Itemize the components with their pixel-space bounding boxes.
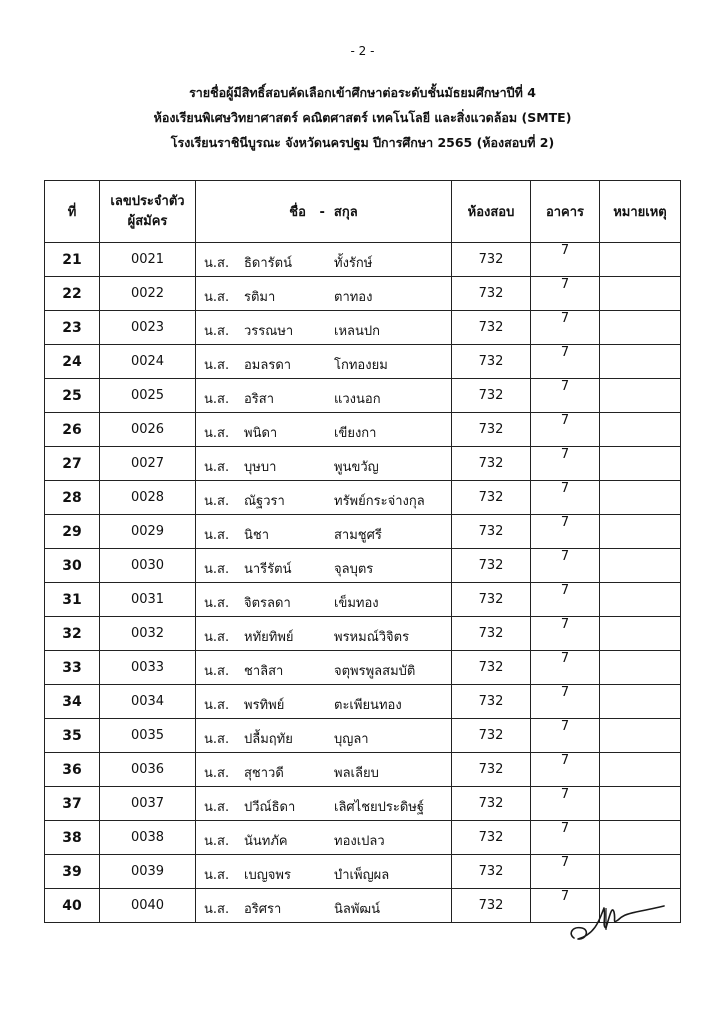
exam-room: 732 bbox=[452, 481, 531, 515]
remark bbox=[600, 719, 681, 753]
column-header-note: หมายเหตุ bbox=[600, 181, 681, 243]
row-number: 33 bbox=[45, 651, 100, 685]
table-row bbox=[45, 583, 681, 617]
building: 7 bbox=[531, 447, 600, 481]
building: 7 bbox=[531, 345, 600, 379]
table-row bbox=[45, 311, 681, 345]
remark bbox=[600, 447, 681, 481]
name-prefix: น.ส. bbox=[204, 664, 230, 679]
column-header-applicant-id bbox=[100, 181, 196, 243]
row-number: 40 bbox=[45, 889, 100, 923]
last-name: บำเพ็ญผล bbox=[334, 868, 390, 883]
table-row bbox=[45, 243, 681, 277]
first-name: พนิดา bbox=[244, 426, 278, 441]
name-prefix: น.ส. bbox=[204, 698, 230, 713]
first-name: เบญจพร bbox=[244, 868, 291, 883]
table-row bbox=[45, 651, 681, 685]
name-prefix: น.ส. bbox=[204, 868, 230, 883]
full-name bbox=[196, 243, 452, 277]
exam-room: 732 bbox=[452, 243, 531, 277]
column-header-no: ที่ bbox=[45, 181, 100, 243]
name-prefix: น.ส. bbox=[204, 290, 230, 305]
building: 7 bbox=[531, 889, 600, 923]
remark bbox=[600, 685, 681, 719]
first-name: ปลื้มฤทัย bbox=[244, 732, 293, 747]
exam-room: 732 bbox=[452, 617, 531, 651]
full-name bbox=[196, 549, 452, 583]
first-name: ปวีณ์ธิดา bbox=[244, 800, 296, 815]
exam-room: 732 bbox=[452, 753, 531, 787]
applicant-id: 0022 bbox=[100, 277, 196, 311]
name-prefix: น.ส. bbox=[204, 630, 230, 645]
row-number: 24 bbox=[45, 345, 100, 379]
table-row bbox=[45, 515, 681, 549]
row-number: 23 bbox=[45, 311, 100, 345]
applicant-id: 0036 bbox=[100, 753, 196, 787]
applicant-id: 0035 bbox=[100, 719, 196, 753]
last-name: เข็มทอง bbox=[334, 596, 379, 611]
exam-room: 732 bbox=[452, 821, 531, 855]
applicant-id: 0027 bbox=[100, 447, 196, 481]
exam-room: 732 bbox=[452, 277, 531, 311]
remark bbox=[600, 583, 681, 617]
applicant-id: 0037 bbox=[100, 787, 196, 821]
remark bbox=[600, 481, 681, 515]
table-header-row bbox=[45, 181, 681, 243]
row-number: 31 bbox=[45, 583, 100, 617]
full-name bbox=[196, 447, 452, 481]
row-number: 27 bbox=[45, 447, 100, 481]
name-prefix: น.ส. bbox=[204, 494, 230, 509]
name-prefix: น.ส. bbox=[204, 460, 230, 475]
first-name: อริสา bbox=[244, 392, 275, 407]
exam-room: 732 bbox=[452, 515, 531, 549]
name-prefix: น.ส. bbox=[204, 392, 230, 407]
applicant-id: 0031 bbox=[100, 583, 196, 617]
header-title: รายชื่อผู้มีสิทธิ์สอบคัดเลือกเข้าศึกษาต่อระดับชั้นมัธยมศึกษาปีที่ 4 bbox=[189, 85, 536, 100]
full-name bbox=[196, 311, 452, 345]
remark bbox=[600, 549, 681, 583]
name-prefix: น.ส. bbox=[204, 766, 230, 781]
applicant-id: 0030 bbox=[100, 549, 196, 583]
row-number: 30 bbox=[45, 549, 100, 583]
row-number: 32 bbox=[45, 617, 100, 651]
first-name: อมลรดา bbox=[244, 358, 292, 373]
full-name bbox=[196, 651, 452, 685]
last-name: ตาทอง bbox=[334, 290, 373, 305]
applicant-id: 0021 bbox=[100, 243, 196, 277]
row-number: 26 bbox=[45, 413, 100, 447]
first-name: ณัฐวรา bbox=[244, 494, 285, 509]
table-row bbox=[45, 787, 681, 821]
building: 7 bbox=[531, 753, 600, 787]
last-name: นิลพัฒน์ bbox=[334, 902, 381, 917]
remark bbox=[600, 243, 681, 277]
first-name: บุษบา bbox=[244, 460, 277, 475]
first-name: ชาลิสา bbox=[244, 664, 284, 679]
row-number: 37 bbox=[45, 787, 100, 821]
name-prefix: น.ส. bbox=[204, 358, 230, 373]
first-name: นิชา bbox=[244, 528, 270, 543]
last-name: สามชูศรี bbox=[334, 528, 382, 543]
remark bbox=[600, 379, 681, 413]
name-prefix: น.ส. bbox=[204, 562, 230, 577]
last-name: พรหมณ์วิจิตร bbox=[334, 630, 410, 645]
column-header-name: ชื่อ - สกุล bbox=[196, 181, 452, 243]
last-name: ทองเปลว bbox=[334, 834, 385, 849]
candidate-table bbox=[44, 180, 681, 923]
remark bbox=[600, 651, 681, 685]
last-name: เลิศไชยประดิษฐ์ bbox=[334, 800, 425, 815]
remark bbox=[600, 413, 681, 447]
header-program: ห้องเรียนพิเศษวิทยาศาสตร์ คณิตศาสตร์ เทคโนโลยี และสิ่งแวดล้อม (SMTE) bbox=[153, 110, 572, 125]
last-name: บุญลา bbox=[334, 732, 369, 747]
table-row bbox=[45, 345, 681, 379]
table-row bbox=[45, 413, 681, 447]
first-name: ธิดารัตน์ bbox=[244, 256, 292, 271]
last-name: โกทองยม bbox=[334, 358, 388, 373]
building: 7 bbox=[531, 719, 600, 753]
last-name: เหลนปก bbox=[334, 324, 380, 339]
row-number: 34 bbox=[45, 685, 100, 719]
name-prefix: น.ส. bbox=[204, 834, 230, 849]
building: 7 bbox=[531, 821, 600, 855]
applicant-id: 0032 bbox=[100, 617, 196, 651]
full-name bbox=[196, 889, 452, 923]
building: 7 bbox=[531, 549, 600, 583]
row-number: 28 bbox=[45, 481, 100, 515]
name-prefix: น.ส. bbox=[204, 426, 230, 441]
remark bbox=[600, 345, 681, 379]
applicant-id: 0029 bbox=[100, 515, 196, 549]
remark bbox=[600, 753, 681, 787]
full-name bbox=[196, 345, 452, 379]
remark bbox=[600, 617, 681, 651]
full-name bbox=[196, 821, 452, 855]
exam-room: 732 bbox=[452, 447, 531, 481]
table-row bbox=[45, 719, 681, 753]
building: 7 bbox=[531, 515, 600, 549]
table-row bbox=[45, 447, 681, 481]
signature-mark bbox=[566, 894, 666, 950]
applicant-id: 0038 bbox=[100, 821, 196, 855]
row-number: 35 bbox=[45, 719, 100, 753]
full-name bbox=[196, 379, 452, 413]
row-number: 21 bbox=[45, 243, 100, 277]
table-body bbox=[45, 243, 681, 923]
last-name: แวงนอก bbox=[334, 392, 381, 407]
header-school: โรงเรียนราชินีบูรณะ จังหวัดนครปฐม ปีการศึกษา 2565 (ห้องสอบที่ 2) bbox=[170, 135, 555, 150]
building: 7 bbox=[531, 413, 600, 447]
last-name: จุลบุตร bbox=[334, 562, 374, 577]
row-number: 39 bbox=[45, 855, 100, 889]
document-header bbox=[0, 80, 725, 155]
building: 7 bbox=[531, 685, 600, 719]
applicant-id: 0024 bbox=[100, 345, 196, 379]
building: 7 bbox=[531, 481, 600, 515]
exam-room: 732 bbox=[452, 583, 531, 617]
exam-room: 732 bbox=[452, 787, 531, 821]
applicant-id: 0028 bbox=[100, 481, 196, 515]
full-name bbox=[196, 719, 452, 753]
last-name: ทรัพย์กระจ่างกุล bbox=[334, 494, 425, 509]
exam-room: 732 bbox=[452, 651, 531, 685]
name-prefix: น.ส. bbox=[204, 256, 230, 271]
full-name bbox=[196, 753, 452, 787]
table-row bbox=[45, 753, 681, 787]
building: 7 bbox=[531, 583, 600, 617]
applicant-id: 0033 bbox=[100, 651, 196, 685]
full-name bbox=[196, 277, 452, 311]
exam-room: 732 bbox=[452, 345, 531, 379]
exam-room: 732 bbox=[452, 889, 531, 923]
table-row bbox=[45, 617, 681, 651]
first-name: อริศรา bbox=[244, 902, 282, 917]
exam-room: 732 bbox=[452, 855, 531, 889]
first-name: นันทภัค bbox=[244, 834, 288, 849]
remark bbox=[600, 311, 681, 345]
name-prefix: น.ส. bbox=[204, 528, 230, 543]
building: 7 bbox=[531, 243, 600, 277]
row-number: 36 bbox=[45, 753, 100, 787]
first-name: นารีรัตน์ bbox=[244, 562, 292, 577]
remark bbox=[600, 277, 681, 311]
page-number: - 2 - bbox=[350, 44, 375, 58]
column-header-room: ห้องสอบ bbox=[452, 181, 531, 243]
exam-room: 732 bbox=[452, 719, 531, 753]
building: 7 bbox=[531, 277, 600, 311]
applicant-id: 0034 bbox=[100, 685, 196, 719]
applicant-id: 0026 bbox=[100, 413, 196, 447]
table-row bbox=[45, 379, 681, 413]
last-name: ตะเพียนทอง bbox=[334, 698, 402, 713]
row-number: 29 bbox=[45, 515, 100, 549]
building: 7 bbox=[531, 651, 600, 685]
name-prefix: น.ส. bbox=[204, 902, 230, 917]
full-name bbox=[196, 515, 452, 549]
exam-room: 732 bbox=[452, 379, 531, 413]
exam-room: 732 bbox=[452, 685, 531, 719]
column-header-id-line2: ผู้สมัคร bbox=[127, 213, 168, 229]
last-name: พลเลียบ bbox=[334, 766, 379, 781]
full-name bbox=[196, 855, 452, 889]
applicant-id: 0025 bbox=[100, 379, 196, 413]
exam-room: 732 bbox=[452, 413, 531, 447]
applicant-id: 0040 bbox=[100, 889, 196, 923]
table-row bbox=[45, 277, 681, 311]
name-prefix: น.ส. bbox=[204, 596, 230, 611]
building: 7 bbox=[531, 855, 600, 889]
building: 7 bbox=[531, 787, 600, 821]
full-name bbox=[196, 481, 452, 515]
applicant-id: 0023 bbox=[100, 311, 196, 345]
remark bbox=[600, 787, 681, 821]
last-name: เขียงกา bbox=[334, 426, 377, 441]
last-name: ทั้งรักษ์ bbox=[334, 256, 373, 271]
first-name: จิตรลดา bbox=[244, 596, 291, 611]
remark bbox=[600, 821, 681, 855]
row-number: 22 bbox=[45, 277, 100, 311]
row-number: 38 bbox=[45, 821, 100, 855]
table-row bbox=[45, 685, 681, 719]
table-row bbox=[45, 821, 681, 855]
table-row bbox=[45, 549, 681, 583]
full-name bbox=[196, 583, 452, 617]
remark bbox=[600, 515, 681, 549]
first-name: รติมา bbox=[244, 290, 276, 305]
remark bbox=[600, 855, 681, 889]
row-number: 25 bbox=[45, 379, 100, 413]
full-name bbox=[196, 787, 452, 821]
last-name: จตุพรพูลสมบัติ bbox=[334, 664, 416, 679]
first-name: วรรณษา bbox=[244, 324, 294, 339]
name-prefix: น.ส. bbox=[204, 800, 230, 815]
full-name bbox=[196, 413, 452, 447]
first-name: หทัยทิพย์ bbox=[244, 630, 294, 645]
column-header-building: อาคาร bbox=[531, 181, 600, 243]
last-name: พูนขวัญ bbox=[334, 460, 379, 475]
building: 7 bbox=[531, 379, 600, 413]
exam-room: 732 bbox=[452, 549, 531, 583]
exam-room: 732 bbox=[452, 311, 531, 345]
full-name bbox=[196, 617, 452, 651]
building: 7 bbox=[531, 311, 600, 345]
table-row bbox=[45, 481, 681, 515]
building: 7 bbox=[531, 617, 600, 651]
name-prefix: น.ส. bbox=[204, 732, 230, 747]
first-name: พรทิพย์ bbox=[244, 698, 285, 713]
first-name: สุชาวดี bbox=[244, 766, 284, 781]
full-name bbox=[196, 685, 452, 719]
column-header-id-line1: เลขประจำตัว bbox=[110, 193, 185, 209]
name-prefix: น.ส. bbox=[204, 324, 230, 339]
applicant-id: 0039 bbox=[100, 855, 196, 889]
table-row bbox=[45, 855, 681, 889]
